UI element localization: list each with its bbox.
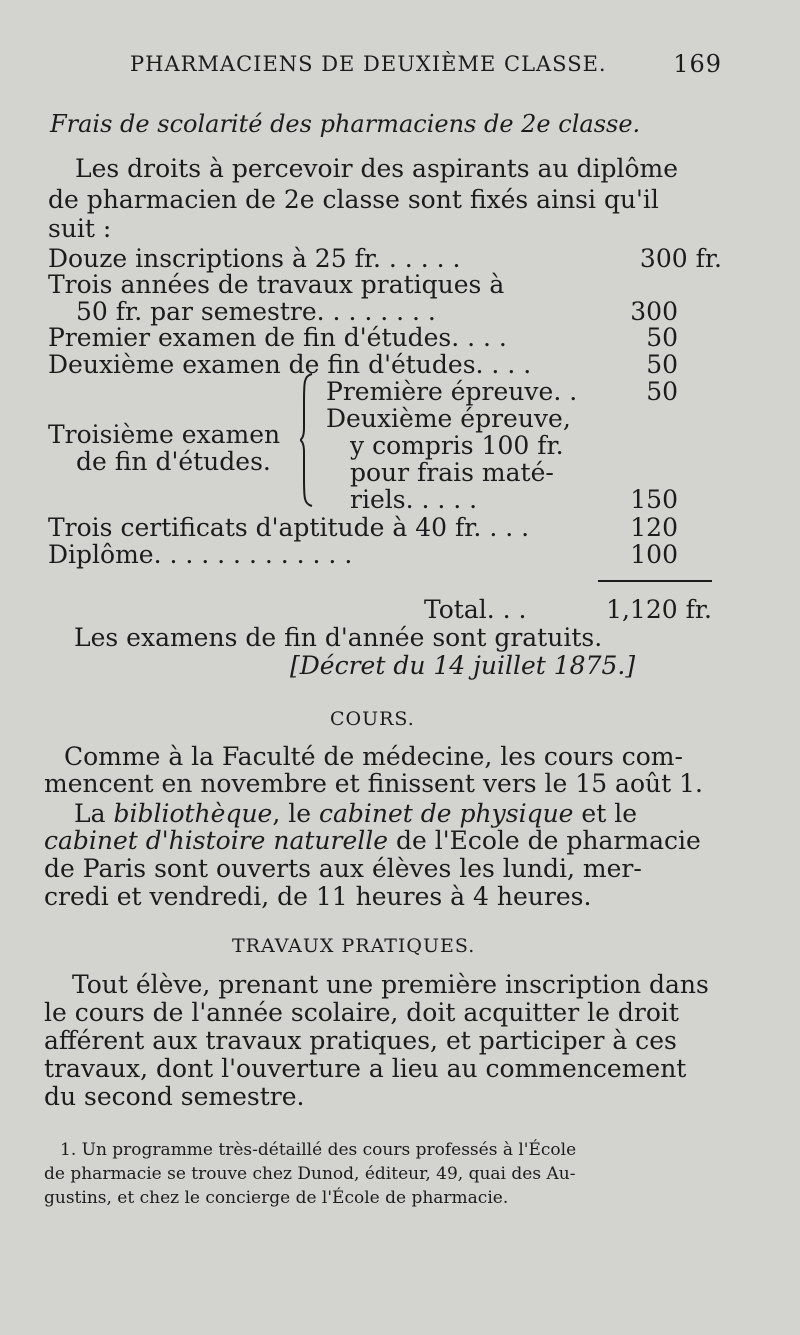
- exam3-title-a: Troisième examen: [48, 420, 281, 449]
- fee-row-inscriptions-label: Douze inscriptions à 25 fr. . . . . .: [48, 244, 461, 273]
- total-rule: [598, 580, 712, 582]
- fee-row-exam2-value: 50: [646, 350, 678, 379]
- cours-p2-line-3: de Paris sont ouverts aux élèves les lundi, mer-: [44, 854, 642, 883]
- exam3-part2-label-a: Deuxième épreuve,: [326, 404, 571, 433]
- intro-line-1: Les droits à percevoir des aspirants au diplôme: [75, 154, 679, 183]
- footnote-line-1: 1. Un programme très-détaillé des cours professés à l'École: [60, 1140, 577, 1160]
- fee-row-certificats-value: 120: [630, 513, 678, 542]
- cours-heading: COURS.: [330, 708, 415, 730]
- fee-row-travaux-value: 300: [630, 297, 678, 326]
- cours-p2-bibliotheque: bibliothèque: [113, 799, 273, 828]
- cours-p2-text-b: , le: [272, 799, 319, 828]
- fee-row-exam2-label: Deuxième examen de fin d'études. . . .: [48, 350, 532, 379]
- total-value: 1,120 fr.: [606, 595, 712, 624]
- free-exams-line: Les examens de fin d'année sont gratuits.: [74, 623, 603, 652]
- travaux-heading: TRAVAUX PRATIQUES.: [232, 935, 476, 957]
- travaux-line-5: du second semestre.: [44, 1082, 305, 1111]
- exam3-part1-value: 50: [646, 377, 678, 406]
- running-title: PHARMACIENS DE DEUXIÈME CLASSE.: [130, 52, 607, 76]
- page-header: [0, 46, 800, 86]
- fee-row-travaux-label-b: 50 fr. par semestre. . . . . . . .: [76, 297, 436, 326]
- footnote-line-2: de pharmacie se trouve chez Dunod, éditeur, 49, quai des Au-: [44, 1164, 576, 1184]
- exam3-title-b: de fin d'études.: [76, 447, 271, 476]
- cours-p2-text-a: La: [74, 799, 114, 828]
- fee-row-diplome-label: Diplôme. . . . . . . . . . . . .: [48, 540, 353, 569]
- footnote-line-3: gustins, et chez le concierge de l'École de pharmacie.: [44, 1188, 509, 1208]
- exam3-part2-value: 150: [630, 485, 678, 514]
- exam3-part2-label-d: riels. . . . .: [350, 485, 478, 514]
- fee-row-exam1-value: 50: [646, 323, 678, 352]
- fee-row-certificats-label: Trois certificats d'aptitude à 40 fr. . . .: [48, 513, 530, 542]
- exam3-part1-label: Première épreuve. .: [326, 377, 578, 406]
- cours-p2-line-2: [44, 826, 701, 855]
- curly-brace: [300, 372, 314, 508]
- cours-p2-text-d: de l'Ecole de pharmacie: [388, 826, 701, 855]
- page-number: 169: [673, 50, 722, 78]
- cours-p2-text-c: et le: [573, 799, 638, 828]
- exam3-part2-label-b: y compris 100 fr.: [350, 431, 564, 460]
- section-title: Frais de scolarité des pharmaciens de 2e classe.: [50, 110, 641, 138]
- travaux-line-3: afférent aux travaux pratiques, et participer à ces: [44, 1026, 677, 1055]
- cours-p2-line-1: [74, 799, 637, 828]
- cours-p2-cabinet-physique: cabinet de physique: [318, 799, 574, 828]
- cours-p1-line-1: Comme à la Faculté de médecine, les cours com-: [64, 742, 683, 771]
- exam3-part2-label-c: pour frais maté-: [350, 458, 554, 487]
- cours-p2-cabinet-histoire: cabinet d'histoire naturelle: [44, 826, 389, 855]
- travaux-line-2: le cours de l'année scolaire, doit acquitter le droit: [44, 998, 679, 1027]
- fee-row-travaux-label-a: Trois années de travaux pratiques à: [48, 270, 505, 299]
- travaux-line-1: Tout élève, prenant une première inscription dans: [72, 970, 709, 999]
- fee-row-inscriptions-value: 300 fr.: [639, 244, 722, 273]
- total-label: Total. . .: [424, 595, 527, 624]
- travaux-line-4: travaux, dont l'ouverture a lieu au commencement: [44, 1054, 687, 1083]
- cours-p2-line-4: credi et vendredi, de 11 heures à 4 heures.: [44, 882, 592, 911]
- intro-line-3: suit :: [48, 214, 112, 243]
- fee-row-exam1-label: Premier examen de fin d'études. . . .: [48, 323, 507, 352]
- decree-citation: [Décret du 14 juillet 1875.]: [290, 651, 636, 680]
- intro-line-2: de pharmacien de 2e classe sont fixés ainsi qu'il: [48, 185, 659, 214]
- fee-row-diplome-value: 100: [630, 540, 678, 569]
- cours-p1-line-2: mencent en novembre et finissent vers le 15 août 1.: [44, 769, 703, 798]
